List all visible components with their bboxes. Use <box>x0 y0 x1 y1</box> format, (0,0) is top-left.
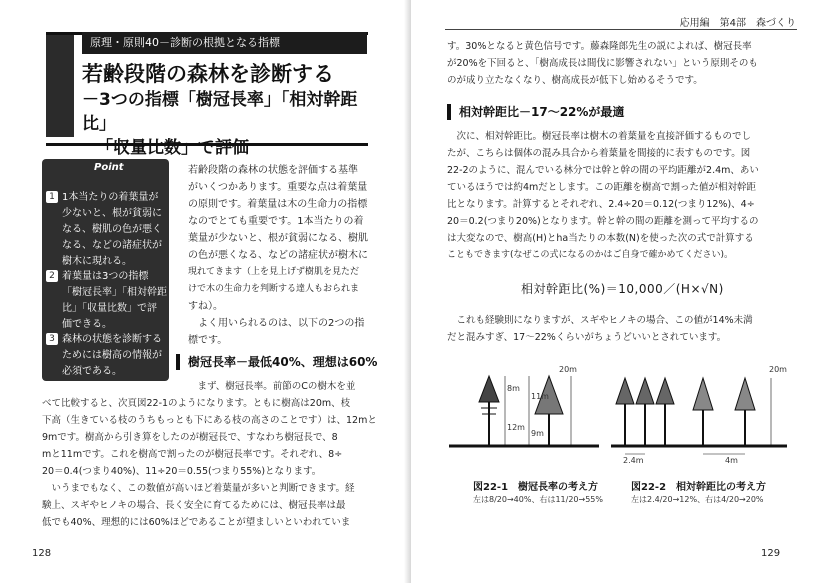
fig1-label-crown2: 11m <box>531 392 549 401</box>
point-line: 比」「収量比数」で評 <box>62 303 157 314</box>
section-heading-spacing-ratio: 相対幹距比－17～22%が最適 <box>447 104 759 120</box>
text-line: のが成り立たなくなり、樹高成長が低下し始めるそうです。 <box>447 75 703 86</box>
text-line: 低でも40%、理想的には60%ほどであることが望ましいといわれていま <box>42 517 351 528</box>
fig1-label-crown: 8m <box>507 384 520 393</box>
point-item-1 <box>46 190 169 270</box>
point-line: 樹木に現れる。 <box>62 256 132 267</box>
text-line: よく用いられるのは、以下の2つの指 <box>188 318 365 329</box>
fig1-label-base2: 9m <box>531 429 544 438</box>
fig2-caption: 図22-2 相対幹距比の考え方 <box>631 482 767 493</box>
top-paragraph <box>447 38 797 89</box>
text-line: 下高（生きている枝のうちもっとも下にある枝の高さのことです）は、12mと <box>42 415 377 426</box>
title-line-2: －3つの指標「樹冠長率」「相対幹距比」 <box>82 90 358 134</box>
text-line: けで木の生命力を判断する達人もおられま <box>188 284 360 294</box>
point-line: なる、などの諸症状が <box>62 240 162 251</box>
intro-paragraph <box>188 162 378 349</box>
body-paragraph <box>42 378 382 531</box>
text-line: たが、こちらは個体の混み具合から着葉量を間接的に表すものです。図 <box>447 148 751 159</box>
threshold-paragraph <box>447 312 799 346</box>
point-number: 3 <box>46 333 58 345</box>
point-number: 2 <box>46 270 58 282</box>
header-rule <box>445 29 797 30</box>
text-line: 若齢段階の森林の状態を評価する基準 <box>188 165 358 176</box>
text-line: の色が悪くなる、などの諸症状が樹木に <box>188 250 368 261</box>
point-box <box>42 159 169 381</box>
point-line: 着葉量は3つの指標 <box>62 271 149 282</box>
principle-header: 原理・原則40－診断の根拠となる指標 <box>82 32 367 54</box>
text-line: 次に、相対幹距比。樹冠長率は樹木の着葉量を直接評価するものでし <box>447 131 752 142</box>
text-line: ているほうでは約4mだとします。この距離を樹高で割った値が相対幹距 <box>447 182 757 193</box>
text-line: 比となります。計算するとそれぞれ、2.4÷20＝0.12(つまり12%)、4÷ <box>447 199 755 210</box>
point-line: 「樹冠長率」「相対幹距 <box>62 287 167 298</box>
text-line: 20＝0.4(つまり40%)、11÷20＝0.55(つまり55%)となります。 <box>42 466 322 477</box>
point-line: 森林の状態を診断する <box>62 334 162 345</box>
text-line: 22-2のように、混んでいる林分では幹と幹の間の平均距離が2.4m、あい <box>447 165 759 176</box>
fig2-subcaption: 左は2.4/20→12%、右は4/20→20% <box>631 495 764 504</box>
text-line: だと混みすぎ、17～22%くらいがちょうどいいとされています。 <box>447 332 727 343</box>
title-line-3: 「収量比数」で評価 <box>96 138 249 158</box>
fig1-label-base1: 12m <box>507 423 525 432</box>
text-line: 験上、スギやヒノキの場合、長く安全に育てるためには、樹冠長率は最 <box>42 500 346 511</box>
page-number-left: 128 <box>32 548 52 559</box>
point-line: 少ないと、根が貧弱に <box>62 208 162 219</box>
title-line-1: 若齢段階の森林を診断する <box>82 62 334 86</box>
text-line: は大変なので、樹高(H)とha当たりの本数(N)を使った次の式で計算する <box>447 233 754 244</box>
text-line: 現れてきます（上を見上げず樹肌を見ただ <box>188 267 360 277</box>
text-line: なのでとても重要です。1本当たりの着 <box>188 216 364 227</box>
point-line: 必須である。 <box>62 366 122 377</box>
point-item-2 <box>46 269 169 333</box>
figure-spacing-ratio <box>611 360 791 460</box>
page-number-right: 129 <box>761 548 781 559</box>
point-label: Point <box>94 162 124 173</box>
running-head: 応用編 第4部 森づくり <box>679 18 796 29</box>
text-line: がいくつかあります。重要な点は着葉量 <box>188 182 368 193</box>
fig2-label-d1: 2.4m <box>623 456 644 465</box>
text-line: 20＝0.2(つまり20%)となります。幹と幹の間の距離を測って平均するの <box>447 216 759 227</box>
chapter-title <box>82 60 372 160</box>
text-line: 9mです。樹高から引き算をしたのが樹冠長で、すなわち樹冠長で、8 <box>42 432 338 443</box>
fig1-caption: 図22-1 樹冠長率の考え方 <box>473 482 599 493</box>
text-line: いうまでもなく、この数値が高いほど着葉量が多いと判断できます。経 <box>42 483 355 494</box>
section-heading-crown-ratio: 樹冠長率－最低40%、理想は60% <box>176 354 388 370</box>
text-line: す。30%となると黄色信号です。藤森隆郎先生の説によれば、樹冠長率 <box>447 41 752 52</box>
fig1-label-top: 20m <box>559 365 577 374</box>
point-number: 1 <box>46 191 58 203</box>
fig2-label-top: 20m <box>769 365 787 374</box>
formula: 相対幹距比(%)＝10,000／(H×√N) <box>521 282 724 296</box>
text-line: mと11mです。これを樹高で割ったのが樹冠長率です。それぞれ、8÷ <box>42 449 343 460</box>
text-line: が20%を下回ると、「樹高成長は間伐に影響されない」という原則そのも <box>447 58 758 69</box>
text-line: べて比較すると、次頁図22-1のようになります。ともに樹高は20m、枝 <box>42 398 351 409</box>
text-line: 葉量が少ないと、根が貧弱になる、樹肌 <box>188 233 368 244</box>
point-line: 1本当たりの着葉量が <box>62 192 159 203</box>
text-line: すね）。 <box>188 301 223 312</box>
right-page <box>411 0 822 583</box>
text-line: まず、樹冠長率。前節のCの樹木を並 <box>188 381 356 392</box>
point-item-3 <box>46 332 169 380</box>
fig2-label-d2: 4m <box>725 456 738 465</box>
point-line: ためには樹高の情報が <box>62 350 162 361</box>
figure-crown-ratio <box>449 360 609 460</box>
text-line: こともできます(なぜこの式になるのかはご自身で確かめてください)。 <box>447 250 734 260</box>
point-line: なる、樹肌の色が悪く <box>62 224 162 235</box>
fig1-subcaption: 左は8/20→40%、右は11/20→55% <box>473 495 603 504</box>
point-line: 価できる。 <box>62 319 112 330</box>
text-line: これも経験則になりますが、スギやヒノキの場合、この値が14%未満 <box>447 315 753 326</box>
text-line: 標です。 <box>188 335 228 346</box>
spacing-paragraph <box>447 128 799 264</box>
text-line: の原則です。着葉量は木の生命力の指標 <box>188 199 368 210</box>
